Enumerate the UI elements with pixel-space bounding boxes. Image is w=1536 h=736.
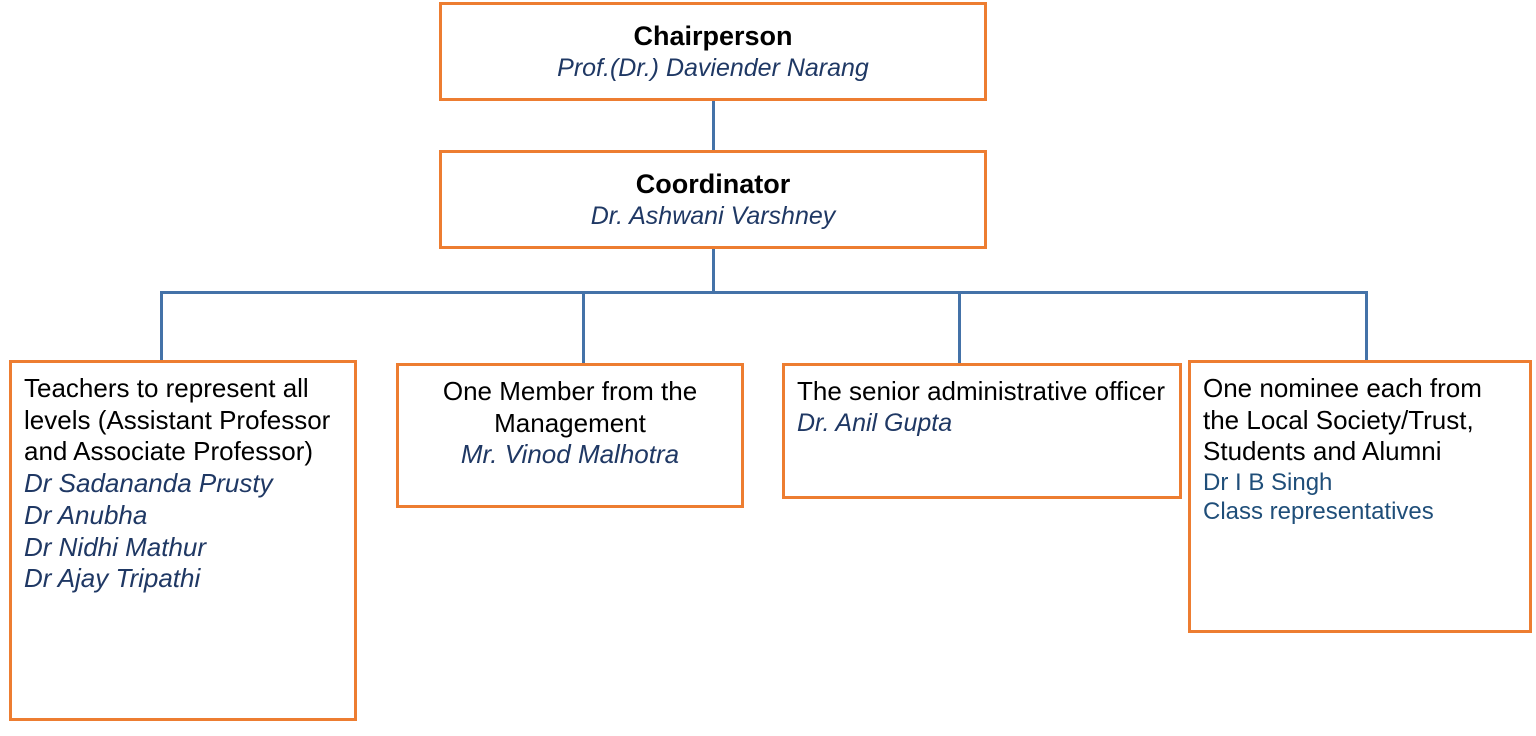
node-nominee-member: Dr I B Singh: [1203, 469, 1333, 497]
node-administrative-officer: [782, 363, 1182, 499]
node-teachers-member: Dr Ajay Tripathi: [24, 563, 201, 594]
node-nominee-member: Class representatives: [1203, 498, 1434, 526]
node-management-title: One Member from the Management: [442, 376, 698, 438]
node-nominee: [1188, 360, 1532, 633]
connector-coordinator-bus: [712, 249, 715, 293]
connector-drop-administrative: [958, 291, 961, 364]
node-teachers-member: Dr Sadananda Prusty: [24, 468, 273, 499]
node-nominee-title: One nominee each from the Local Society/Trust, Students and Alumni: [1203, 373, 1482, 467]
connector-horizontal-bus: [160, 291, 1368, 294]
node-coordinator-title: Coordinator: [635, 168, 791, 199]
node-management-name: Mr. Vinod Malhotra: [460, 439, 680, 470]
connector-chairperson-coordinator: [712, 101, 715, 151]
node-chairperson-name: Prof.(Dr.) Daviender Narang: [557, 53, 869, 82]
connector-drop-teachers: [160, 291, 163, 361]
node-administrative-officer-name: Dr. Anil Gupta: [797, 408, 953, 437]
node-coordinator-name: Dr. Ashwani Varshney: [590, 201, 836, 230]
node-teachers-title: Teachers to represent all levels (Assistant Professor and Associate Professor): [24, 373, 331, 467]
connector-drop-nominee: [1365, 291, 1368, 361]
connector-drop-management: [582, 291, 585, 364]
node-teachers: [9, 360, 357, 721]
node-coordinator: [439, 150, 987, 249]
node-teachers-member: Dr Anubha: [24, 499, 148, 530]
node-management: [396, 363, 744, 508]
node-administrative-officer-title: The senior administrative officer: [797, 376, 1166, 406]
node-chairperson: [439, 2, 987, 101]
node-teachers-member: Dr Nidhi Mathur: [24, 531, 207, 562]
node-chairperson-title: Chairperson: [633, 20, 793, 51]
